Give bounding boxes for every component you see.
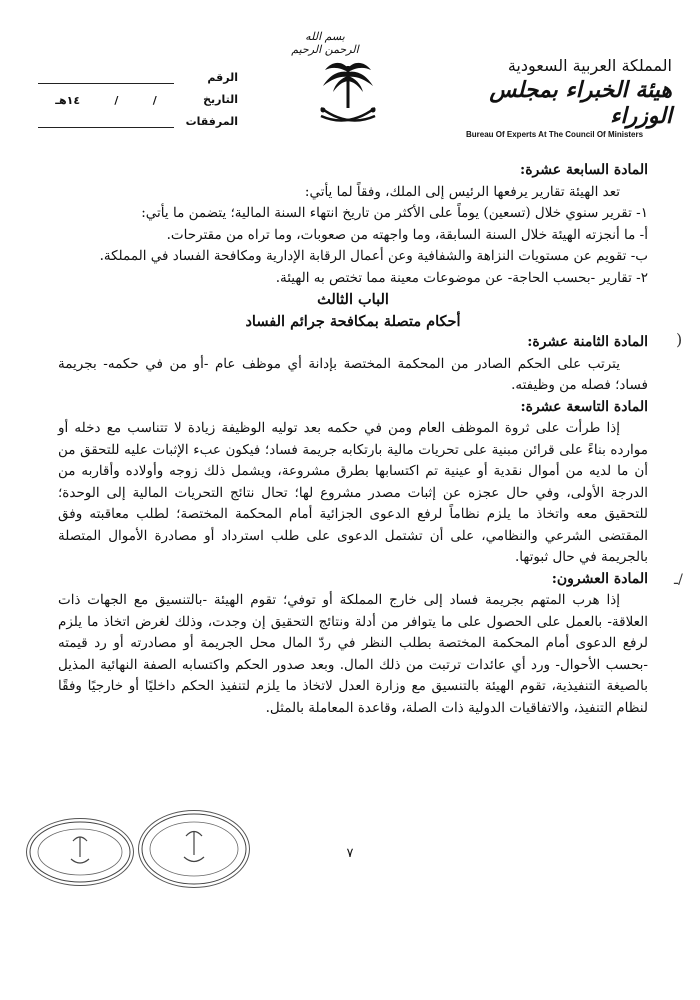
article-18-text: يترتب على الحكم الصادر من المحكمة المختصة بإدانة أي موظف عام -أو من في حكمه- بجريمة فساد؛ فصله من وظيفته. [58, 355, 648, 393]
article-20-title: المادة العشرون: [551, 570, 648, 587]
date-suffix: ١٤هـ [55, 94, 81, 107]
margin-bracket-icon: ) [676, 330, 683, 349]
kingdom-name: المملكة العربية السعودية [507, 56, 672, 75]
saudi-emblem-icon [313, 56, 383, 136]
basmala: بسم الله الرحمن الرحيم [291, 30, 359, 56]
page-number: ٧ [346, 846, 354, 861]
attachments-line [38, 115, 174, 128]
article-17-intro: تعد الهيئة تقارير يرفعها الرئيس إلى الملك، وفقاً لما يأتي: [304, 183, 620, 200]
date-label: التاريخ [203, 93, 238, 106]
article-17-item-1b: ب- تقويم عن مستويات النزاهة والشفافية وعن أعمال الرقابة الإدارية ومكافحة الفساد في المملكة. [99, 248, 648, 264]
chapter-subtitle: أحكام متصلة بمكافحة جرائم الفساد [245, 312, 461, 330]
article-19-text: إذا طرأت على ثروة الموظف العام ومن في حكمه بعد توليه الوظيفة زيادة لا تتناسب مع دخله أو موارده بناءً على قرائن مبنية على تحريات مالية بارتكابه جريمة فساد؛ فيكون عبء الإثبات عليه للتحقق من أن ما لديه من أموال نقدية أو عينية تم اكتسابها بطرق مشروعة، ويشمل ذلك زوجه وأولاده وأقاربه من الدرجة الأولى، وفي حال عجزه عن إثبات مصدر مشروع لها؛ تحال نتائج التحريات المالية إلى الوحدة؛ للتحقيق معه واتخاذ ما يلزم نظاماً لرفع الدعوى الجزائية أمام المحكمة المختصة؛ لطلب معاقبته وفق المقتضى الشرعي والنظامي، على أن تشتمل الدعوى على طلب استرداد أو مصادرة الأموال المتصلة بالجريمة في حال ثبوتها. [58, 420, 648, 565]
article-18-title: المادة الثامنة عشرة: [527, 334, 648, 350]
ref-number-row [38, 62, 238, 84]
date-row [38, 84, 238, 106]
article-17-item-1a: أ- ما أنجزته الهيئة خلال السنة السابقة، وما واجهته من صعوبات، وما تراه من مقترحات. [166, 226, 648, 243]
attachments-row [38, 106, 238, 128]
ref-number-line [38, 71, 174, 84]
chapter-title: الباب الثالث [317, 291, 389, 308]
ref-number-label: الرقم [207, 71, 238, 84]
article-19-title: المادة التاسعة عشرة: [520, 398, 648, 415]
article-17-title: المادة السابعة عشرة: [520, 162, 648, 178]
attachments-label: المرفقات [185, 115, 238, 128]
bureau-name-english: Bureau Of Experts At The Council Of Ministers [466, 130, 644, 139]
letterhead [432, 56, 672, 139]
reference-block [38, 62, 238, 128]
margin-mark-icon: ـ/ [674, 572, 683, 588]
date-sep-1: / [152, 94, 157, 107]
date-line [38, 94, 174, 106]
article-17-item-1: ١- تقرير سنوي خلال (تسعين) يوماً على الأكثر من تاريخ انتهاء السنة المالية؛ يتضمن ما يأتي: [141, 205, 648, 221]
article-17-item-2: ٢- تقارير -بحسب الحاجة- عن موضوعات معينة مما تختص به الهيئة. [275, 269, 648, 286]
date-sep-2: / [114, 94, 119, 107]
bureau-name-arabic: هيئة الخبراء بمجلس الوزراء [489, 77, 672, 129]
anti-corruption-seal-icon [26, 818, 134, 886]
bureau-seal-icon [138, 810, 250, 888]
article-20-text: إذا هرب المتهم بجريمة فساد إلى خارج المملكة أو توفي؛ تقوم الهيئة -بالتنسيق مع الجهات ذات العلاقة- بالعمل على الحصول على ما يتوافر من أدلة ونتائج التحقيق إن وجدت، وذلك لغرض اتخاذ ما يلزم لرفع الدعوى أمام المحكمة المختصة بطلب النظر في ردّ المال محل الجريمة أو مصادرته أو رد قيمته -بحسب الأحوال- ورد أي عائدات ترتبت من ذلك المال. وبعد صدور الحكم واكتسابه الصفة النهائية المذيل بالصيغة التنفيذية، تقوم الهيئة بالتنسيق مع وزارة العدل لاتخاذ ما يلزم لتنفيذ الحكم داخليًا أو خارجيًا وفقًا لنظام التنفيذ، والاتفاقيات الدولية ذات الصلة، وقاعدة المعاملة بالمثل. [58, 592, 648, 716]
document-body [58, 160, 648, 719]
